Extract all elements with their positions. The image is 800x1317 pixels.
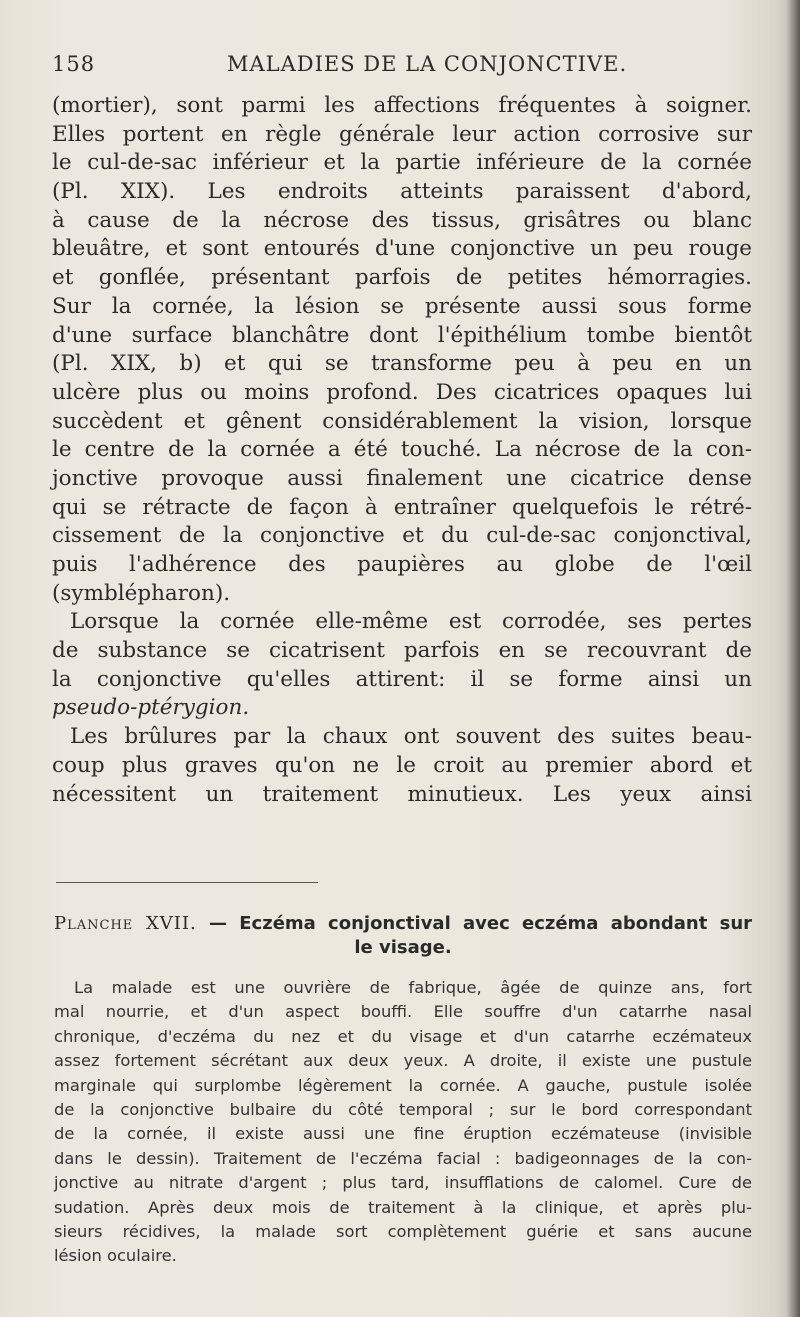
- main-text: [52, 92, 752, 809]
- caption-line: dans le dessin). Traitement de l'eczéma facial : badigeonnages de la con-: [54, 1148, 752, 1168]
- caption-line: de la conjonctive bulbaire du côté temporal ; sur le bord correspondant: [54, 1099, 752, 1119]
- text-line: de substance se cicatrisent parfois en se recouvrant de: [52, 638, 752, 664]
- text-line: Lorsque la cornée elle-même est corrodée, ses pertes: [70, 609, 752, 635]
- footnote-rule: [56, 882, 318, 883]
- running-title: MALADIES DE LA CONJONCTIVE.: [227, 52, 628, 76]
- caption-line: de la cornée, il existe aussi une fine éruption eczémateuse (invisible: [54, 1124, 752, 1144]
- caption-line: lésion oculaire.: [54, 1246, 177, 1266]
- text-line: (symblépharon).: [52, 580, 231, 606]
- text-line: qui se rétracte de façon à entraîner quelquefois le rétré-: [52, 494, 752, 520]
- caption-title-line: [54, 912, 752, 936]
- plate-caption-title: [54, 912, 752, 960]
- text-line: puis l'adhérence des paupières au globe de l'œil: [52, 552, 752, 577]
- text-line: cissement de la conjonctive et du cul-de-sac conjonctival,: [52, 523, 752, 549]
- caption-title: Eczéma conjonctival avec eczéma abondant sur: [239, 913, 753, 934]
- caption-line: La malade est une ouvrière de fabrique, âgée de quinze ans, fort: [74, 978, 752, 997]
- caption-line: marginale qui surplombe légèrement la cornée. A gauche, pustule isolée: [54, 1075, 752, 1095]
- text-line: (mortier), sont parmi les affections fréquentes à soigner.: [52, 93, 752, 118]
- text-line: succèdent et gênent considérablement la vision, lorsque: [52, 408, 752, 434]
- text-line: (Pl. XIX). Les endroits atteints paraissent d'abord,: [52, 179, 752, 205]
- text-line: ulcère plus ou moins profond. Des cicatrices opaques lui: [52, 379, 752, 405]
- text-line: et gonflée, présentant parfois de petites hémorragies.: [52, 265, 752, 291]
- text-line: nécessitent un traitement minutieux. Les yeux ainsi: [52, 781, 752, 807]
- text-line-italic: pseudo-ptérygion.: [52, 695, 250, 721]
- page-header: [52, 52, 752, 82]
- text-line: à cause de la nécrose des tissus, grisâtres ou blanc: [52, 207, 752, 233]
- text-line: le centre de la cornée a été touché. La nécrose de la con-: [52, 437, 752, 463]
- plate-caption-body: [54, 976, 752, 1269]
- text-line: bleuâtre, et sont entourés d'une conjonctive un peu rouge: [52, 236, 752, 262]
- text-line: d'une surface blanchâtre dont l'épithélium tombe bientôt: [52, 322, 752, 348]
- caption-line: mal nourrie, et d'un aspect bouffi. Elle souffre d'un catarrhe nasal: [54, 1002, 752, 1022]
- text-line: (Pl. XIX, b) et qui se transforme peu à peu en un: [52, 351, 752, 377]
- caption-line: jonctive au nitrate d'argent ; plus tard, insufflations de calomel. Cure de: [54, 1173, 752, 1193]
- text-line: Sur la cornée, la lésion se présente aussi sous forme: [52, 293, 752, 319]
- plate-label: Planche XVII.: [54, 913, 197, 934]
- caption-line: sieurs récidives, la malade sort complètement guérie et sans aucune: [54, 1221, 752, 1241]
- page-edge-shadow: [786, 0, 800, 1317]
- text-line: le cul-de-sac inférieur et la partie inférieure de la cornée: [52, 150, 752, 176]
- text-line: la conjonctive qu'elles attirent: il se forme ainsi un: [52, 666, 752, 692]
- text-line: Elles portent en règle générale leur action corrosive sur: [52, 121, 752, 147]
- caption-line: sudation. Après deux mois de traitement à la clinique, et après plu-: [54, 1197, 752, 1217]
- caption-line: chronique, d'eczéma du nez et du visage et d'un catarrhe eczémateux: [54, 1026, 752, 1046]
- caption-dash: —: [196, 913, 240, 934]
- caption-line: assez fortement sécrétant aux deux yeux. A droite, il existe une pustule: [54, 1051, 752, 1071]
- text-line: jonctive provoque aussi finalement une cicatrice dense: [52, 465, 752, 491]
- text-line: Les brûlures par la chaux ont souvent des suites beau-: [70, 724, 752, 750]
- caption-title-line: le visage.: [354, 937, 452, 958]
- page-number: 158: [52, 52, 96, 76]
- text-line: coup plus graves qu'on ne le croit au premier abord et: [52, 752, 752, 778]
